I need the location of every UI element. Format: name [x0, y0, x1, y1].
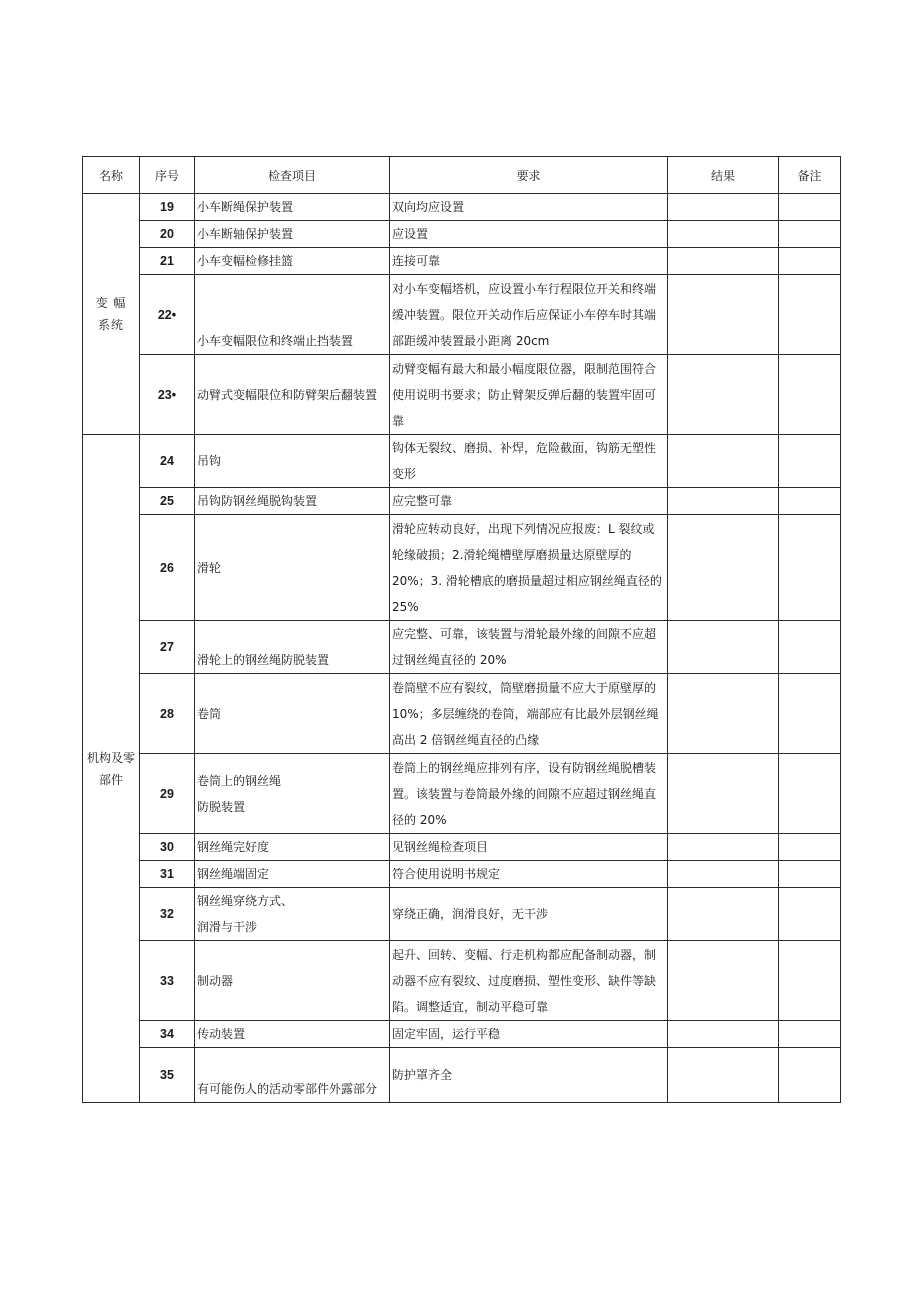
result-cell[interactable]: [668, 1021, 779, 1048]
check-item: 动臂式变幅限位和防臂架后翻装置: [195, 355, 390, 435]
result-cell[interactable]: [668, 621, 779, 674]
note-cell[interactable]: [779, 355, 841, 435]
row-number: 33: [140, 941, 195, 1021]
table-row: [83, 754, 841, 834]
row-number: 29: [140, 754, 195, 834]
requirement: 连接可靠: [390, 248, 668, 275]
row-number: 30: [140, 834, 195, 861]
table-row: [83, 221, 841, 248]
check-item: 制动器: [195, 941, 390, 1021]
note-cell[interactable]: [779, 888, 841, 941]
header-item: 检查项目: [195, 157, 390, 194]
note-cell[interactable]: [779, 861, 841, 888]
check-item: 有可能伤人的活动零部件外露部分: [195, 1048, 390, 1103]
group-label: 机构及零 部件: [86, 750, 135, 787]
result-cell[interactable]: [668, 674, 779, 754]
result-cell[interactable]: [668, 754, 779, 834]
result-cell[interactable]: [668, 1048, 779, 1103]
requirement: 见钢丝绳检查项目: [390, 834, 668, 861]
requirement: 应设置: [390, 221, 668, 248]
requirement: 起升、回转、变幅、行走机构都应配备制动器，制动器不应有裂纹、过度磨损、塑性变形、缺件等缺陷。调整适宜，制动平稳可靠: [390, 941, 668, 1021]
table-row: [83, 515, 841, 621]
result-cell[interactable]: [668, 194, 779, 221]
note-cell[interactable]: [779, 1021, 841, 1048]
requirement: 卷筒壁不应有裂纹，筒壁磨损量不应大于原壁厚的 10%；多层缠绕的卷筒，端部应有比最外层钢丝绳高出 2 倍钢丝绳直径的凸缘: [390, 674, 668, 754]
note-cell[interactable]: [779, 488, 841, 515]
row-number: 28: [140, 674, 195, 754]
group-mechanism-parts: [83, 435, 140, 1103]
result-cell[interactable]: [668, 435, 779, 488]
result-cell[interactable]: [668, 275, 779, 355]
result-cell[interactable]: [668, 355, 779, 435]
table-row: [83, 861, 841, 888]
table-row: [83, 1021, 841, 1048]
row-number: 27: [140, 621, 195, 674]
row-number: 26: [140, 515, 195, 621]
note-cell[interactable]: [779, 221, 841, 248]
table-row: [83, 674, 841, 754]
row-number: 22•: [140, 275, 195, 355]
row-number: 31: [140, 861, 195, 888]
check-item: 滑轮上的钢丝绳防脱装置: [195, 621, 390, 674]
requirement: 固定牢固，运行平稳: [390, 1021, 668, 1048]
requirement: 滑轮应转动良好，出现下列情况应报废：L 裂纹或轮缘破损；2.滑轮绳槽壁厚磨损量达原壁厚的 20%；3. 滑轮槽底的磨损量超过相应钢丝绳直径的 25%: [390, 515, 668, 621]
requirement: 应完整可靠: [390, 488, 668, 515]
result-cell[interactable]: [668, 488, 779, 515]
check-item: 传动装置: [195, 1021, 390, 1048]
result-cell[interactable]: [668, 834, 779, 861]
table-row: [83, 435, 841, 488]
row-number: 35: [140, 1048, 195, 1103]
table-row: [83, 248, 841, 275]
requirement: 卷筒上的钢丝绳应排列有序，设有防钢丝绳脱槽装置。该装置与卷筒最外缘的间隙不应超过钢丝绳直径的 20%: [390, 754, 668, 834]
row-number: 24: [140, 435, 195, 488]
table-row: [83, 834, 841, 861]
note-cell[interactable]: [779, 1048, 841, 1103]
table-row: [83, 355, 841, 435]
table-row: [83, 1048, 841, 1103]
requirement: 防护罩齐全: [390, 1048, 668, 1103]
check-item: 小车变幅限位和终端止挡装置: [195, 275, 390, 355]
note-cell[interactable]: [779, 248, 841, 275]
requirement: 应完整、可靠，该装置与滑轮最外缘的间隙不应超过钢丝绳直径的 20%: [390, 621, 668, 674]
check-item: 吊钩防钢丝绳脱钩装置: [195, 488, 390, 515]
check-item: 滑轮: [195, 515, 390, 621]
note-cell[interactable]: [779, 674, 841, 754]
requirement: 符合使用说明书规定: [390, 861, 668, 888]
requirement: 钩体无裂纹、磨损、补焊，危险截面，钩筋无塑性变形: [390, 435, 668, 488]
row-number: 23•: [140, 355, 195, 435]
result-cell[interactable]: [668, 515, 779, 621]
requirement: 动臂变幅有最大和最小幅度限位器，限制范围符合使用说明书要求；防止臂架反弹后翻的装置牢固可靠: [390, 355, 668, 435]
note-cell[interactable]: [779, 275, 841, 355]
check-item: 小车断轴保护装置: [195, 221, 390, 248]
note-cell[interactable]: [779, 754, 841, 834]
header-note: 备注: [779, 157, 841, 194]
table-row: [83, 888, 841, 941]
requirement: 对小车变幅塔机，应设置小车行程限位开关和终端缓冲装置。限位开关动作后应保证小车停车时其端部距缓冲装置最小距离 20cm: [390, 275, 668, 355]
header-row: [83, 157, 841, 194]
inspection-sheet: [82, 156, 840, 1103]
row-number: 19: [140, 194, 195, 221]
header-result: 结果: [668, 157, 779, 194]
note-cell[interactable]: [779, 621, 841, 674]
table-row: [83, 941, 841, 1021]
check-item: 小车变幅检修挂篮: [195, 248, 390, 275]
row-number: 34: [140, 1021, 195, 1048]
result-cell[interactable]: [668, 861, 779, 888]
note-cell[interactable]: [779, 435, 841, 488]
note-cell[interactable]: [779, 834, 841, 861]
group-luffing-system: [83, 194, 140, 435]
header-requirement: 要求: [390, 157, 668, 194]
check-item: 吊钩: [195, 435, 390, 488]
table-row: [83, 275, 841, 355]
note-cell[interactable]: [779, 941, 841, 1021]
requirement: 双向均应设置: [390, 194, 668, 221]
result-cell[interactable]: [668, 941, 779, 1021]
check-item: 钢丝绳端固定: [195, 861, 390, 888]
check-item: 钢丝绳完好度: [195, 834, 390, 861]
header-seq: 序号: [140, 157, 195, 194]
inspection-table: [82, 156, 841, 1103]
result-cell[interactable]: [668, 888, 779, 941]
check-item: 卷筒: [195, 674, 390, 754]
row-number: 25: [140, 488, 195, 515]
check-item: 卷筒上的钢丝绳 防脱装置: [195, 754, 390, 834]
check-item: 钢丝绳穿绕方式、 润滑与干涉: [195, 888, 390, 941]
requirement: 穿绕正确，润滑良好，无干涉: [390, 888, 668, 941]
table-row: [83, 488, 841, 515]
table-row: [83, 194, 841, 221]
check-item: 小车断绳保护装置: [195, 194, 390, 221]
row-number: 32: [140, 888, 195, 941]
note-cell[interactable]: [779, 515, 841, 621]
row-number: 21: [140, 248, 195, 275]
row-number: 20: [140, 221, 195, 248]
header-name: 名称: [83, 157, 140, 194]
note-cell[interactable]: [779, 194, 841, 221]
table-row: [83, 621, 841, 674]
group-label: 变 幅 系统: [95, 296, 127, 332]
result-cell[interactable]: [668, 248, 779, 275]
result-cell[interactable]: [668, 221, 779, 248]
